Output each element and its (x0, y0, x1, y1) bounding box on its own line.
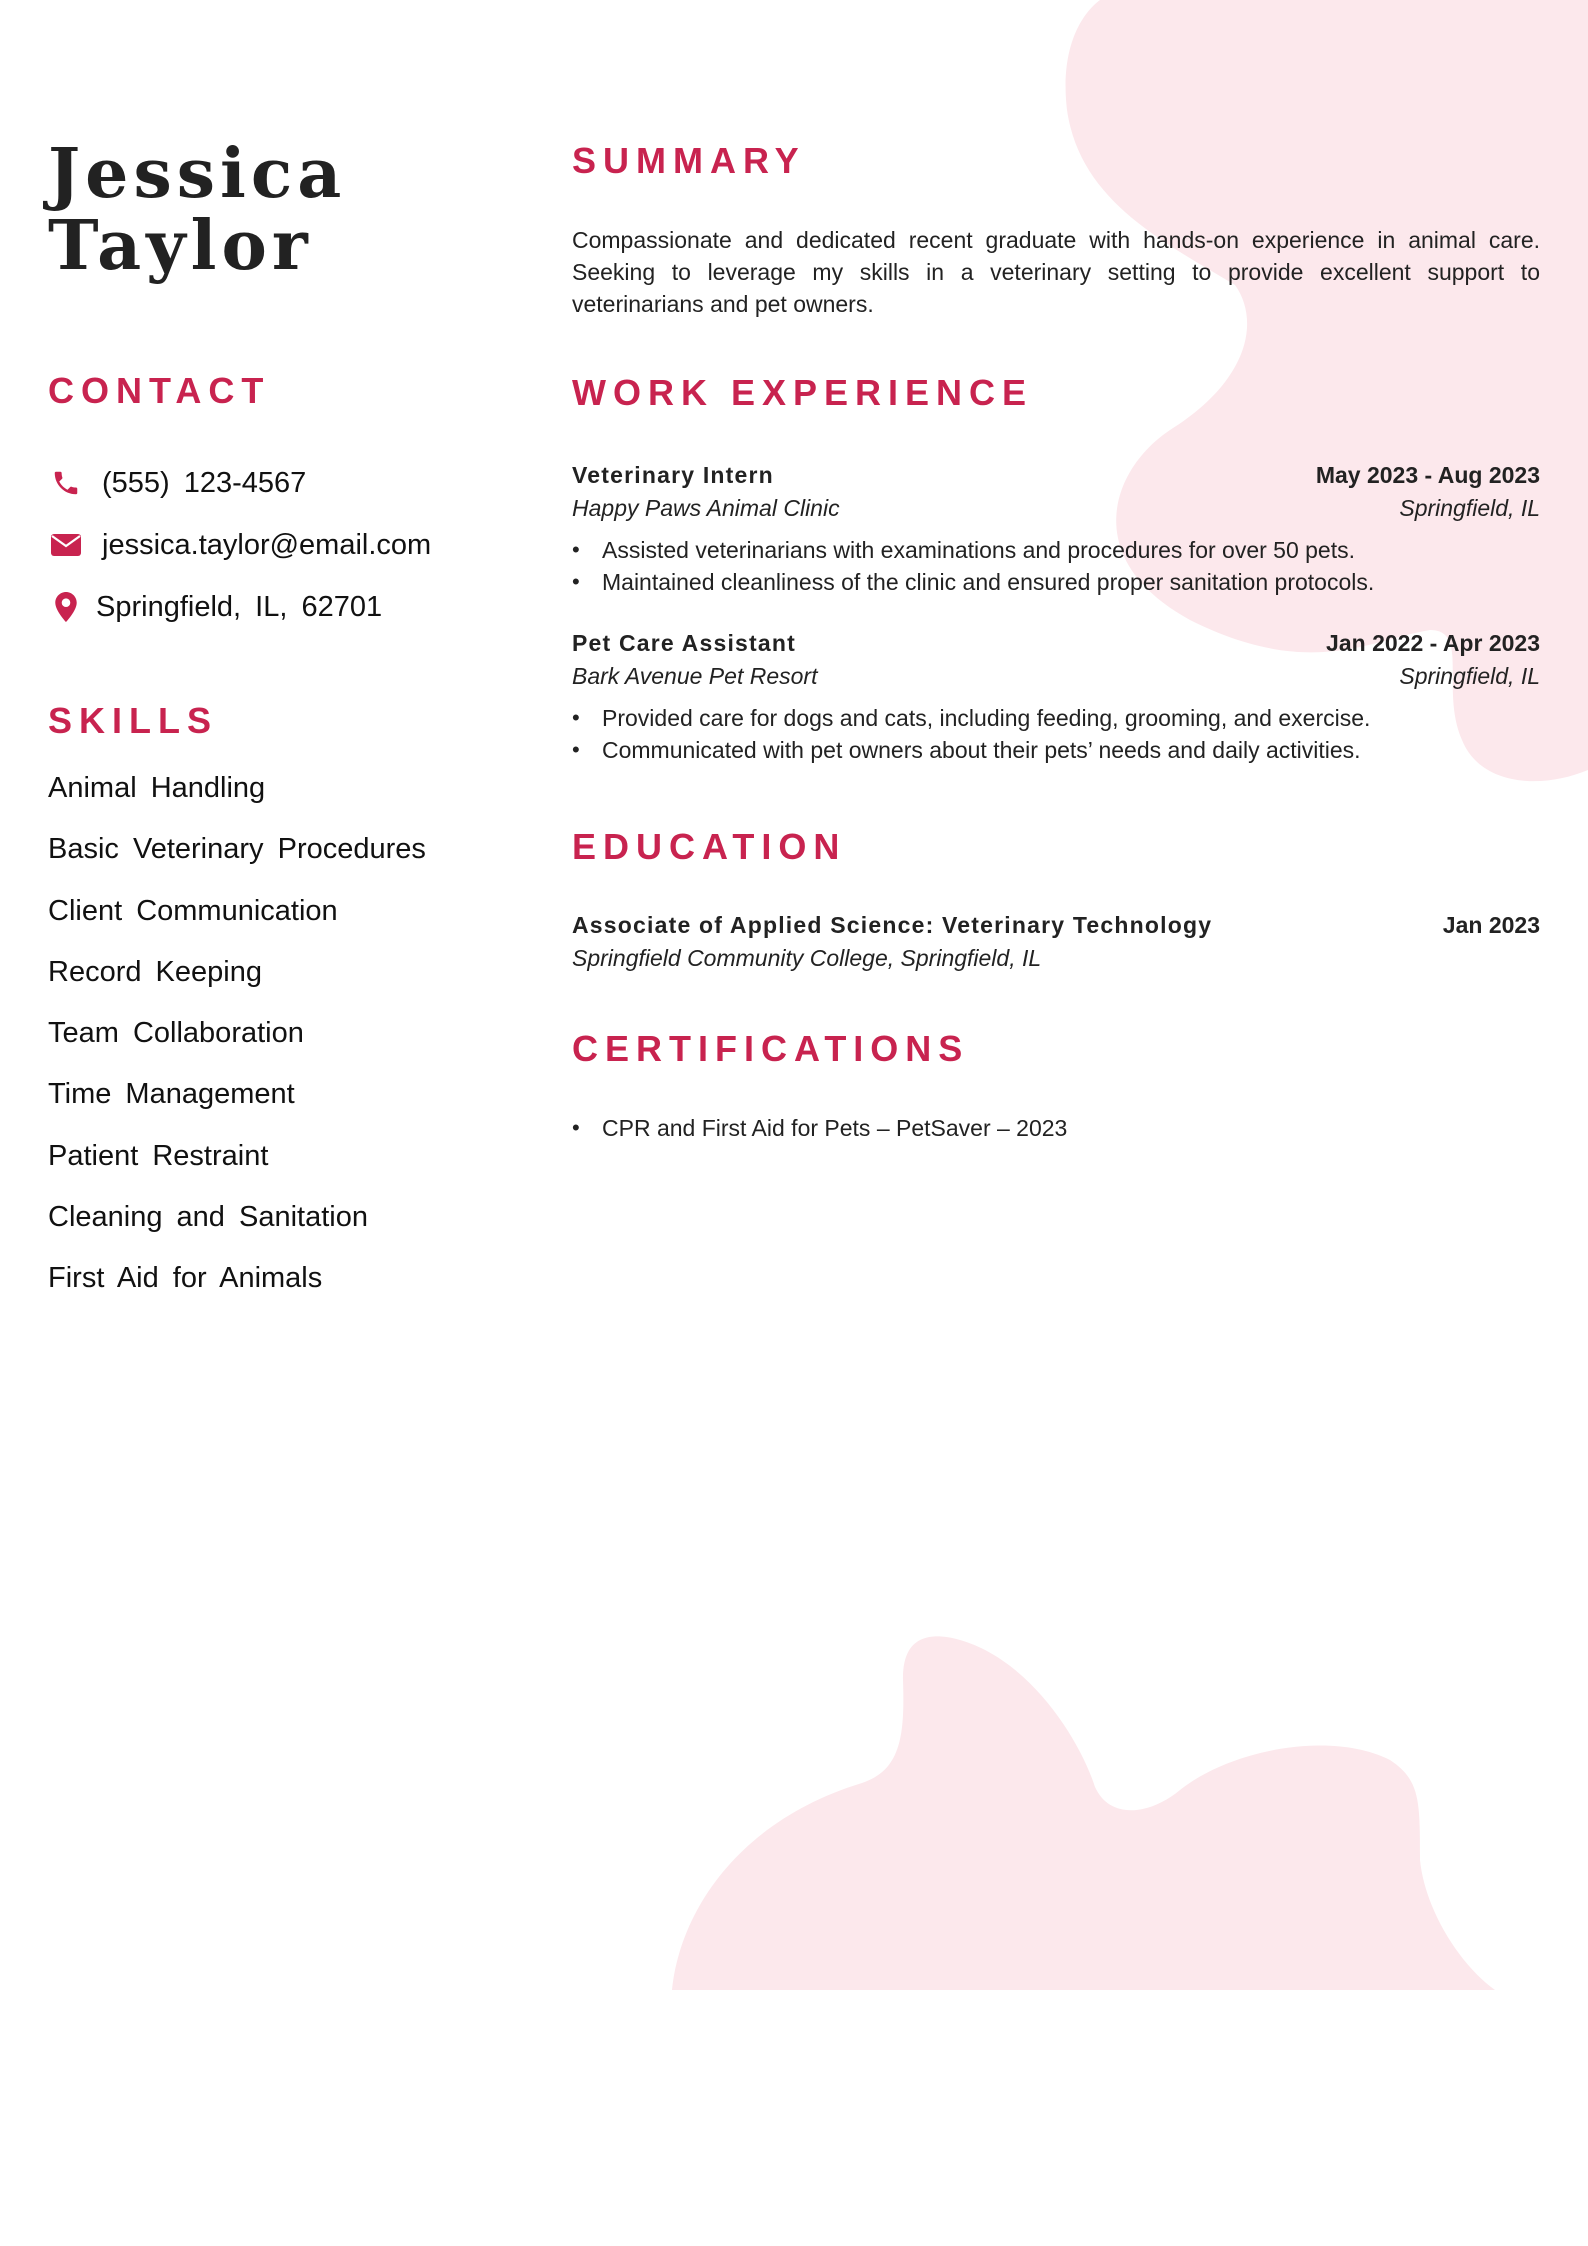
job-dates: Jan 2022 - Apr 2023 (1326, 630, 1540, 656)
contact-location (48, 576, 488, 638)
work-experience-heading: WORK EXPERIENCE (572, 372, 1034, 413)
location-text: Springfield, IL, 62701 (96, 590, 383, 623)
skill-item: Patient Restraint (48, 1139, 269, 1172)
skill-item: Client Communication (48, 894, 338, 927)
job-bullet: • Maintained cleanliness of the clinic and ensured proper sanitation protocols. (572, 566, 1540, 598)
certification-item: • CPR and First Aid for Pets – PetSaver – 2023 (572, 1112, 1540, 1144)
job-bullet: • Communicated with pet owners about their pets’ needs and daily activities. (572, 734, 1540, 766)
job-employer: Bark Avenue Pet Resort (572, 663, 818, 689)
education-entry (572, 908, 1540, 974)
map-pin-icon (48, 589, 84, 625)
skill-item: Animal Handling (48, 772, 266, 804)
candidate-name (48, 134, 347, 286)
skills-heading: SKILLS (48, 700, 219, 741)
certifications-heading: CERTIFICATIONS (572, 1028, 970, 1069)
school-name: Springfield Community College, Springfield, IL (572, 945, 1042, 971)
certifications-entry (572, 1112, 1540, 1144)
job-entry (572, 458, 1540, 598)
skill-item: Record Keeping (48, 955, 262, 988)
last-name: Taylor (48, 206, 313, 286)
skill-item: Cleaning and Sanitation (48, 1201, 368, 1234)
contact-heading: CONTACT (48, 370, 271, 411)
job-title: Veterinary Intern (572, 462, 774, 488)
phone-text[interactable]: (555) 123-4567 (102, 466, 307, 499)
skills-list (48, 772, 508, 1324)
first-name: Jessica (48, 134, 347, 214)
degree-title: Associate of Applied Science: Veterinary Technology (572, 912, 1213, 938)
job-entry (572, 626, 1540, 766)
contact-phone (48, 452, 488, 514)
skill-item: First Aid for Animals (48, 1262, 323, 1295)
job-bullets (572, 702, 1540, 766)
email-text[interactable]: jessica.taylor@email.com (102, 528, 432, 561)
job-bullets (572, 534, 1540, 598)
job-location: Springfield, IL (1399, 495, 1540, 521)
summary-heading: SUMMARY (572, 140, 806, 181)
envelope-icon (48, 527, 84, 563)
certification-list (572, 1112, 1540, 1144)
skill-item: Basic Veterinary Procedures (48, 833, 426, 866)
contact-list (48, 452, 488, 638)
job-employer: Happy Paws Animal Clinic (572, 495, 840, 521)
job-bullet: • Assisted veterinarians with examinations and procedures for over 50 pets. (572, 534, 1540, 566)
summary-text: Compassionate and dedicated recent graduate with hands-on experience in animal care. Seeking to leverage my skills in a veterinary setting to provide excellent support to veterinarians and pet owners. (572, 227, 1540, 317)
skill-item: Time Management (48, 1078, 295, 1111)
phone-icon (48, 465, 84, 501)
skill-item: Team Collaboration (48, 1017, 304, 1050)
contact-email (48, 514, 488, 576)
job-dates: May 2023 - Aug 2023 (1315, 462, 1540, 488)
job-location: Springfield, IL (1399, 663, 1540, 689)
job-bullet: • Provided care for dogs and cats, including feeding, grooming, and exercise. (572, 702, 1540, 734)
degree-date: Jan 2023 (1442, 912, 1540, 938)
job-title: Pet Care Assistant (572, 630, 796, 656)
education-heading: EDUCATION (572, 826, 847, 867)
